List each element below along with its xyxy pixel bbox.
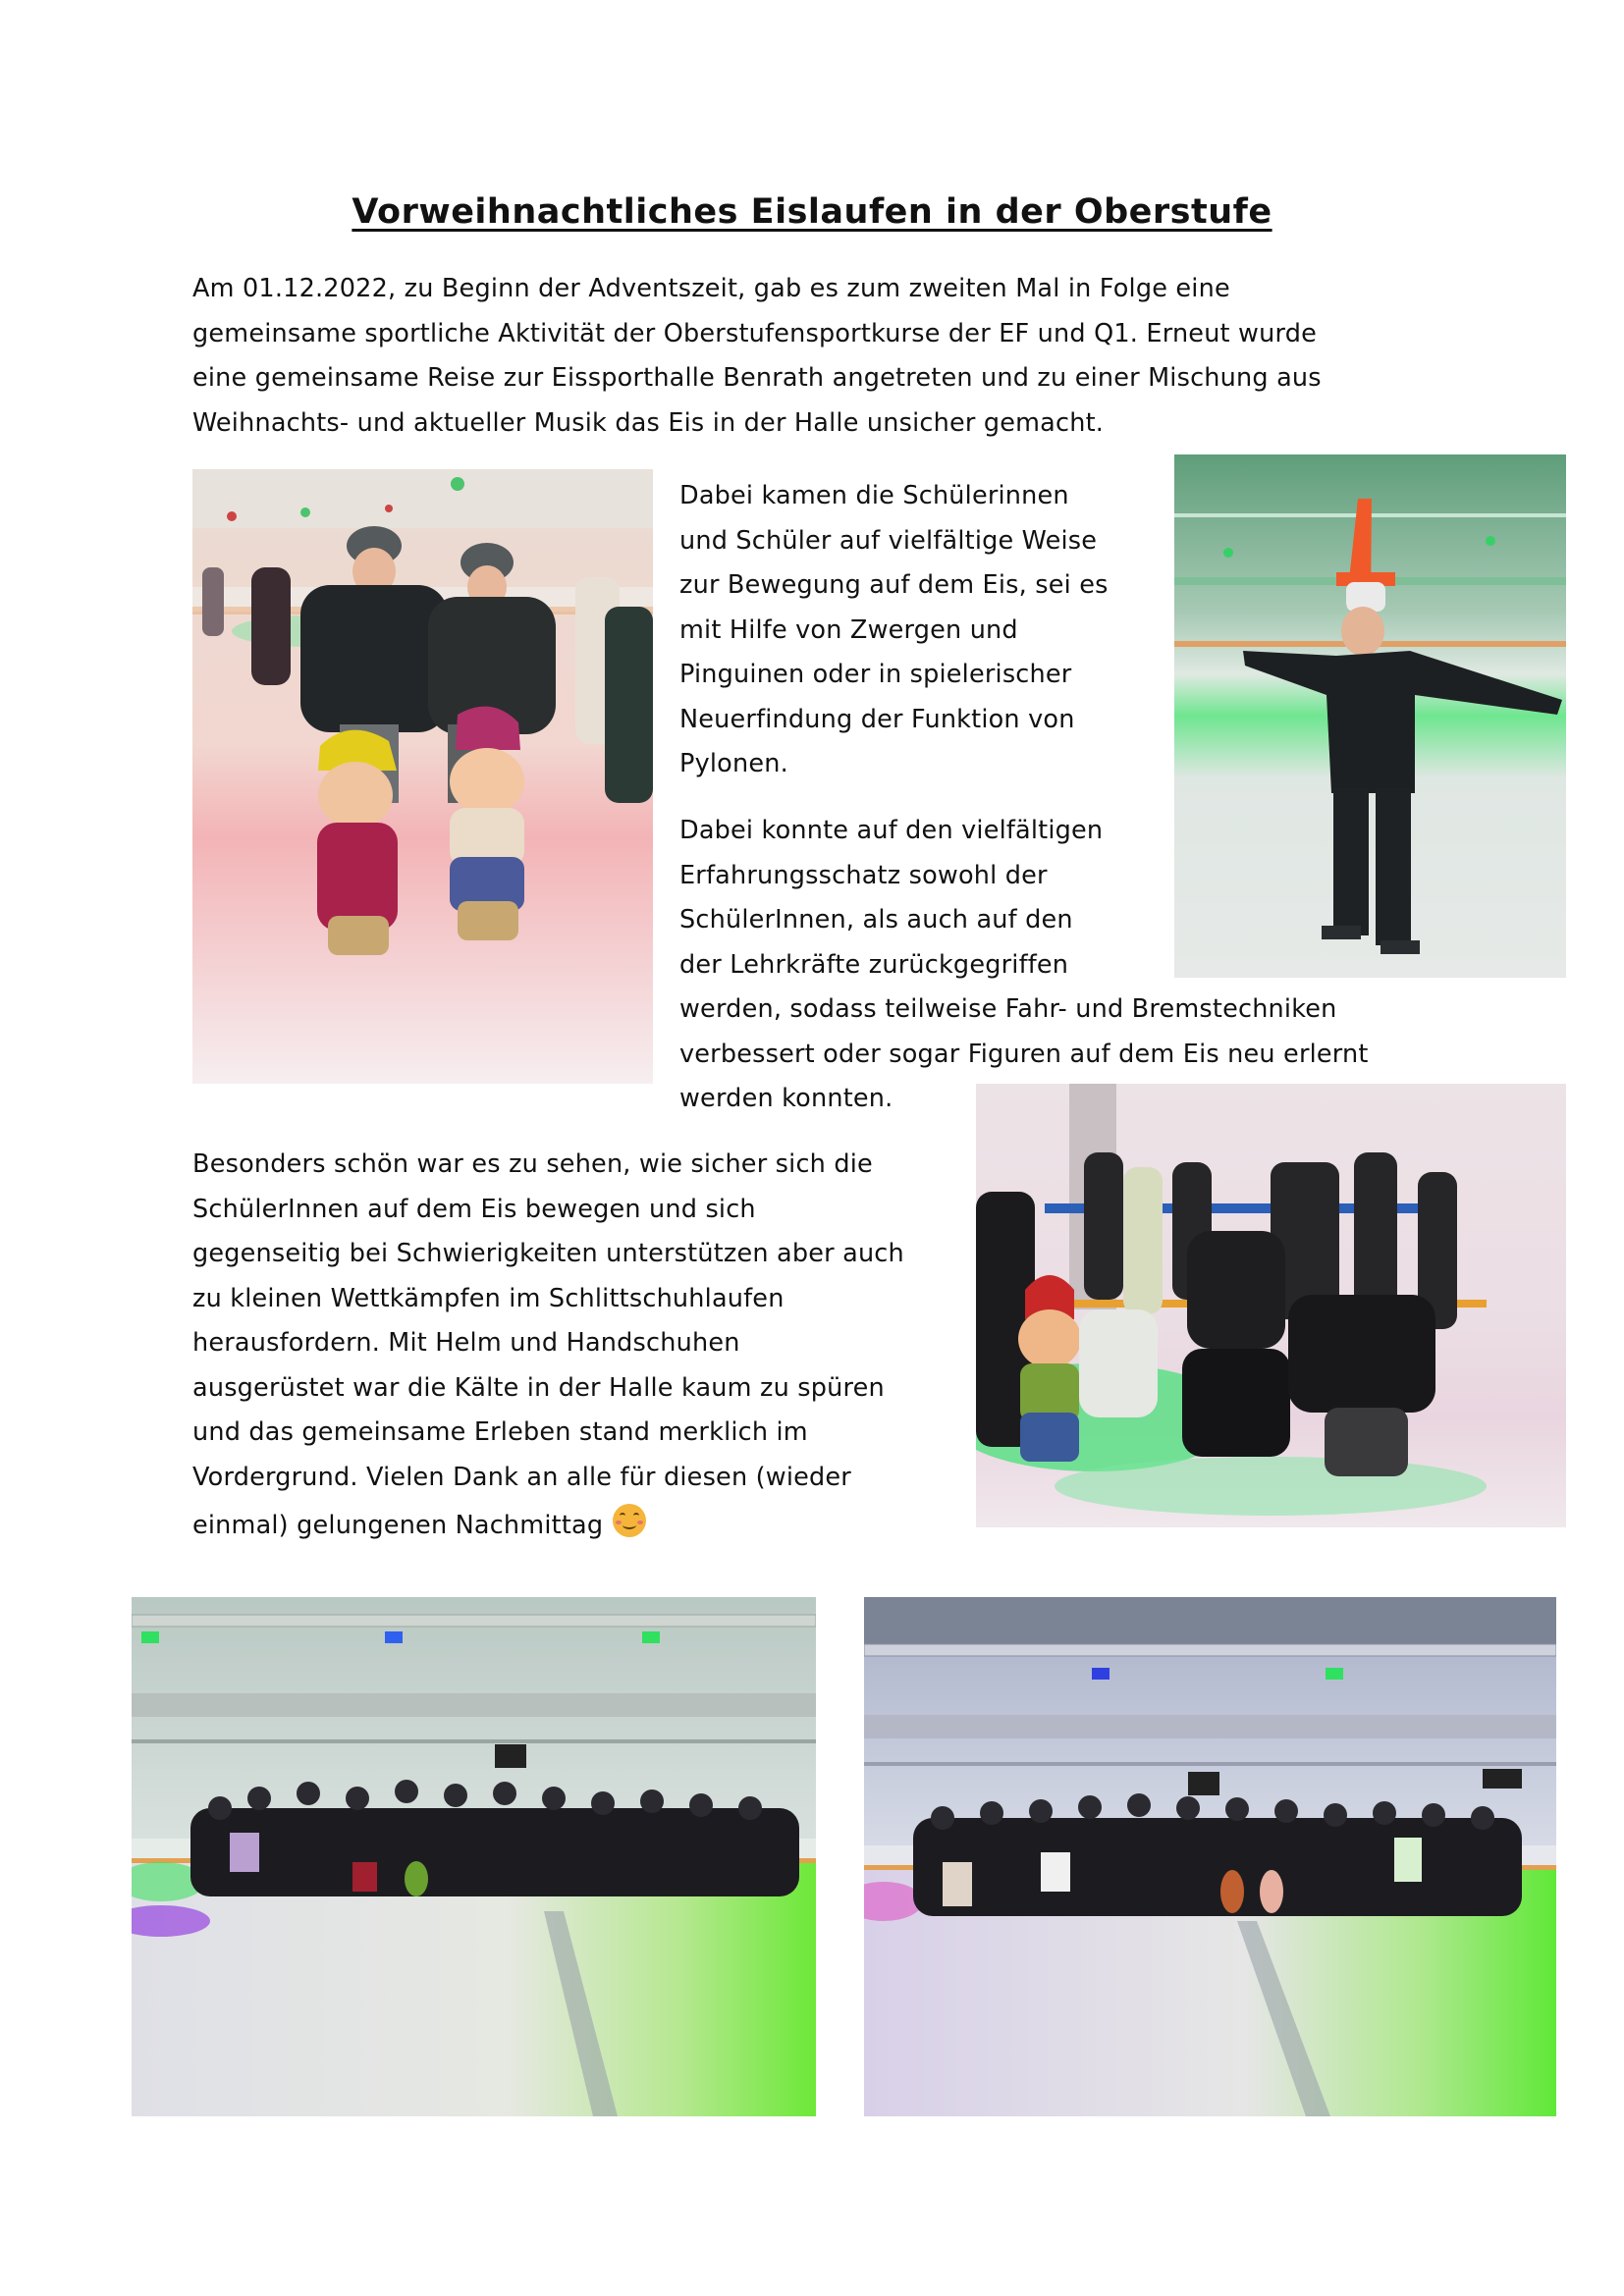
text-line: Pinguinen oder in spielerischer [679, 660, 1072, 689]
text-line: zu kleinen Wettkämpfen im Schlittschuhlaufen [192, 1283, 785, 1313]
text-line: SchülerInnen auf dem Eis bewegen und sich [192, 1194, 756, 1224]
text-line: Erfahrungsschatz sowohl der [679, 860, 1048, 890]
middle-paragraph-1 [679, 474, 1109, 787]
text-line: und Schüler auf vielfältige Weise [679, 525, 1098, 556]
text-line: gemeinsame sportliche Aktivität der Oberstufensportkurse der EF und Q1. Erneut wurde [192, 318, 1317, 348]
text-line: eine gemeinsame Reise zur Eissporthalle Benrath angetreten und zu einer Mischung aus [192, 363, 1322, 393]
text-line: Pylonen. [679, 749, 788, 778]
photo-group-picture-right [864, 1597, 1556, 2116]
text-line-last [192, 1504, 904, 1549]
text-line: und das gemeinsame Erleben stand merklich im [192, 1417, 808, 1447]
text-line: verbessert oder sogar Figuren auf dem Eis neu erlernt [679, 1039, 1369, 1069]
intro-paragraph [192, 267, 1322, 446]
text-line: werden, sodass teilweise Fahr- und Bremstechniken [679, 994, 1337, 1024]
text-line: zur Bewegung auf dem Eis, sei es [679, 570, 1109, 600]
text-line: ausgerüstet war die Kälte in der Halle kaum zu spüren [192, 1372, 885, 1403]
text-line: Dabei konnte auf den vielfältigen [679, 816, 1104, 845]
text-line: mit Hilfe von Zwergen und [679, 614, 1018, 645]
page-title [0, 192, 1624, 232]
text-line: Vordergrund. Vielen Dank an alle für diesen (wieder [192, 1462, 851, 1492]
photo-group-posing-with-gnome [976, 1084, 1566, 1527]
page-title-text: Vorweihnachtliches Eislaufen in der Oberstufe [352, 192, 1272, 232]
text-line: gegenseitig bei Schwierigkeiten unterstützen aber auch [192, 1239, 904, 1268]
photo-two-students-with-gnomes [192, 469, 653, 1084]
middle-paragraph-2 [679, 809, 1369, 1122]
closing-paragraph [192, 1143, 904, 1549]
text-line: werden konnten. [679, 1084, 893, 1113]
smiling-face-emoji-icon [613, 1504, 646, 1537]
photo-group-picture-left [132, 1597, 816, 2116]
text-line: der Lehrkräfte zurückgegriffen [679, 949, 1069, 980]
text-line: SchülerInnen, als auch auf den [679, 905, 1073, 934]
text-line: Am 01.12.2022, zu Beginn der Adventszeit, gab es zum zweiten Mal in Folge eine [192, 274, 1230, 303]
text-line: Neuerfindung der Funktion von [679, 704, 1075, 734]
text-line: Weihnachts- und aktueller Musik das Eis in der Halle unsicher gemacht. [192, 407, 1105, 438]
text-line: herausfordern. Mit Helm und Handschuhen [192, 1328, 740, 1358]
text-line: Dabei kamen die Schülerinnen [679, 481, 1069, 510]
text-line: Besonders schön war es zu sehen, wie sicher sich die [192, 1149, 873, 1179]
text-line: einmal) gelungenen Nachmittag [192, 1511, 604, 1540]
